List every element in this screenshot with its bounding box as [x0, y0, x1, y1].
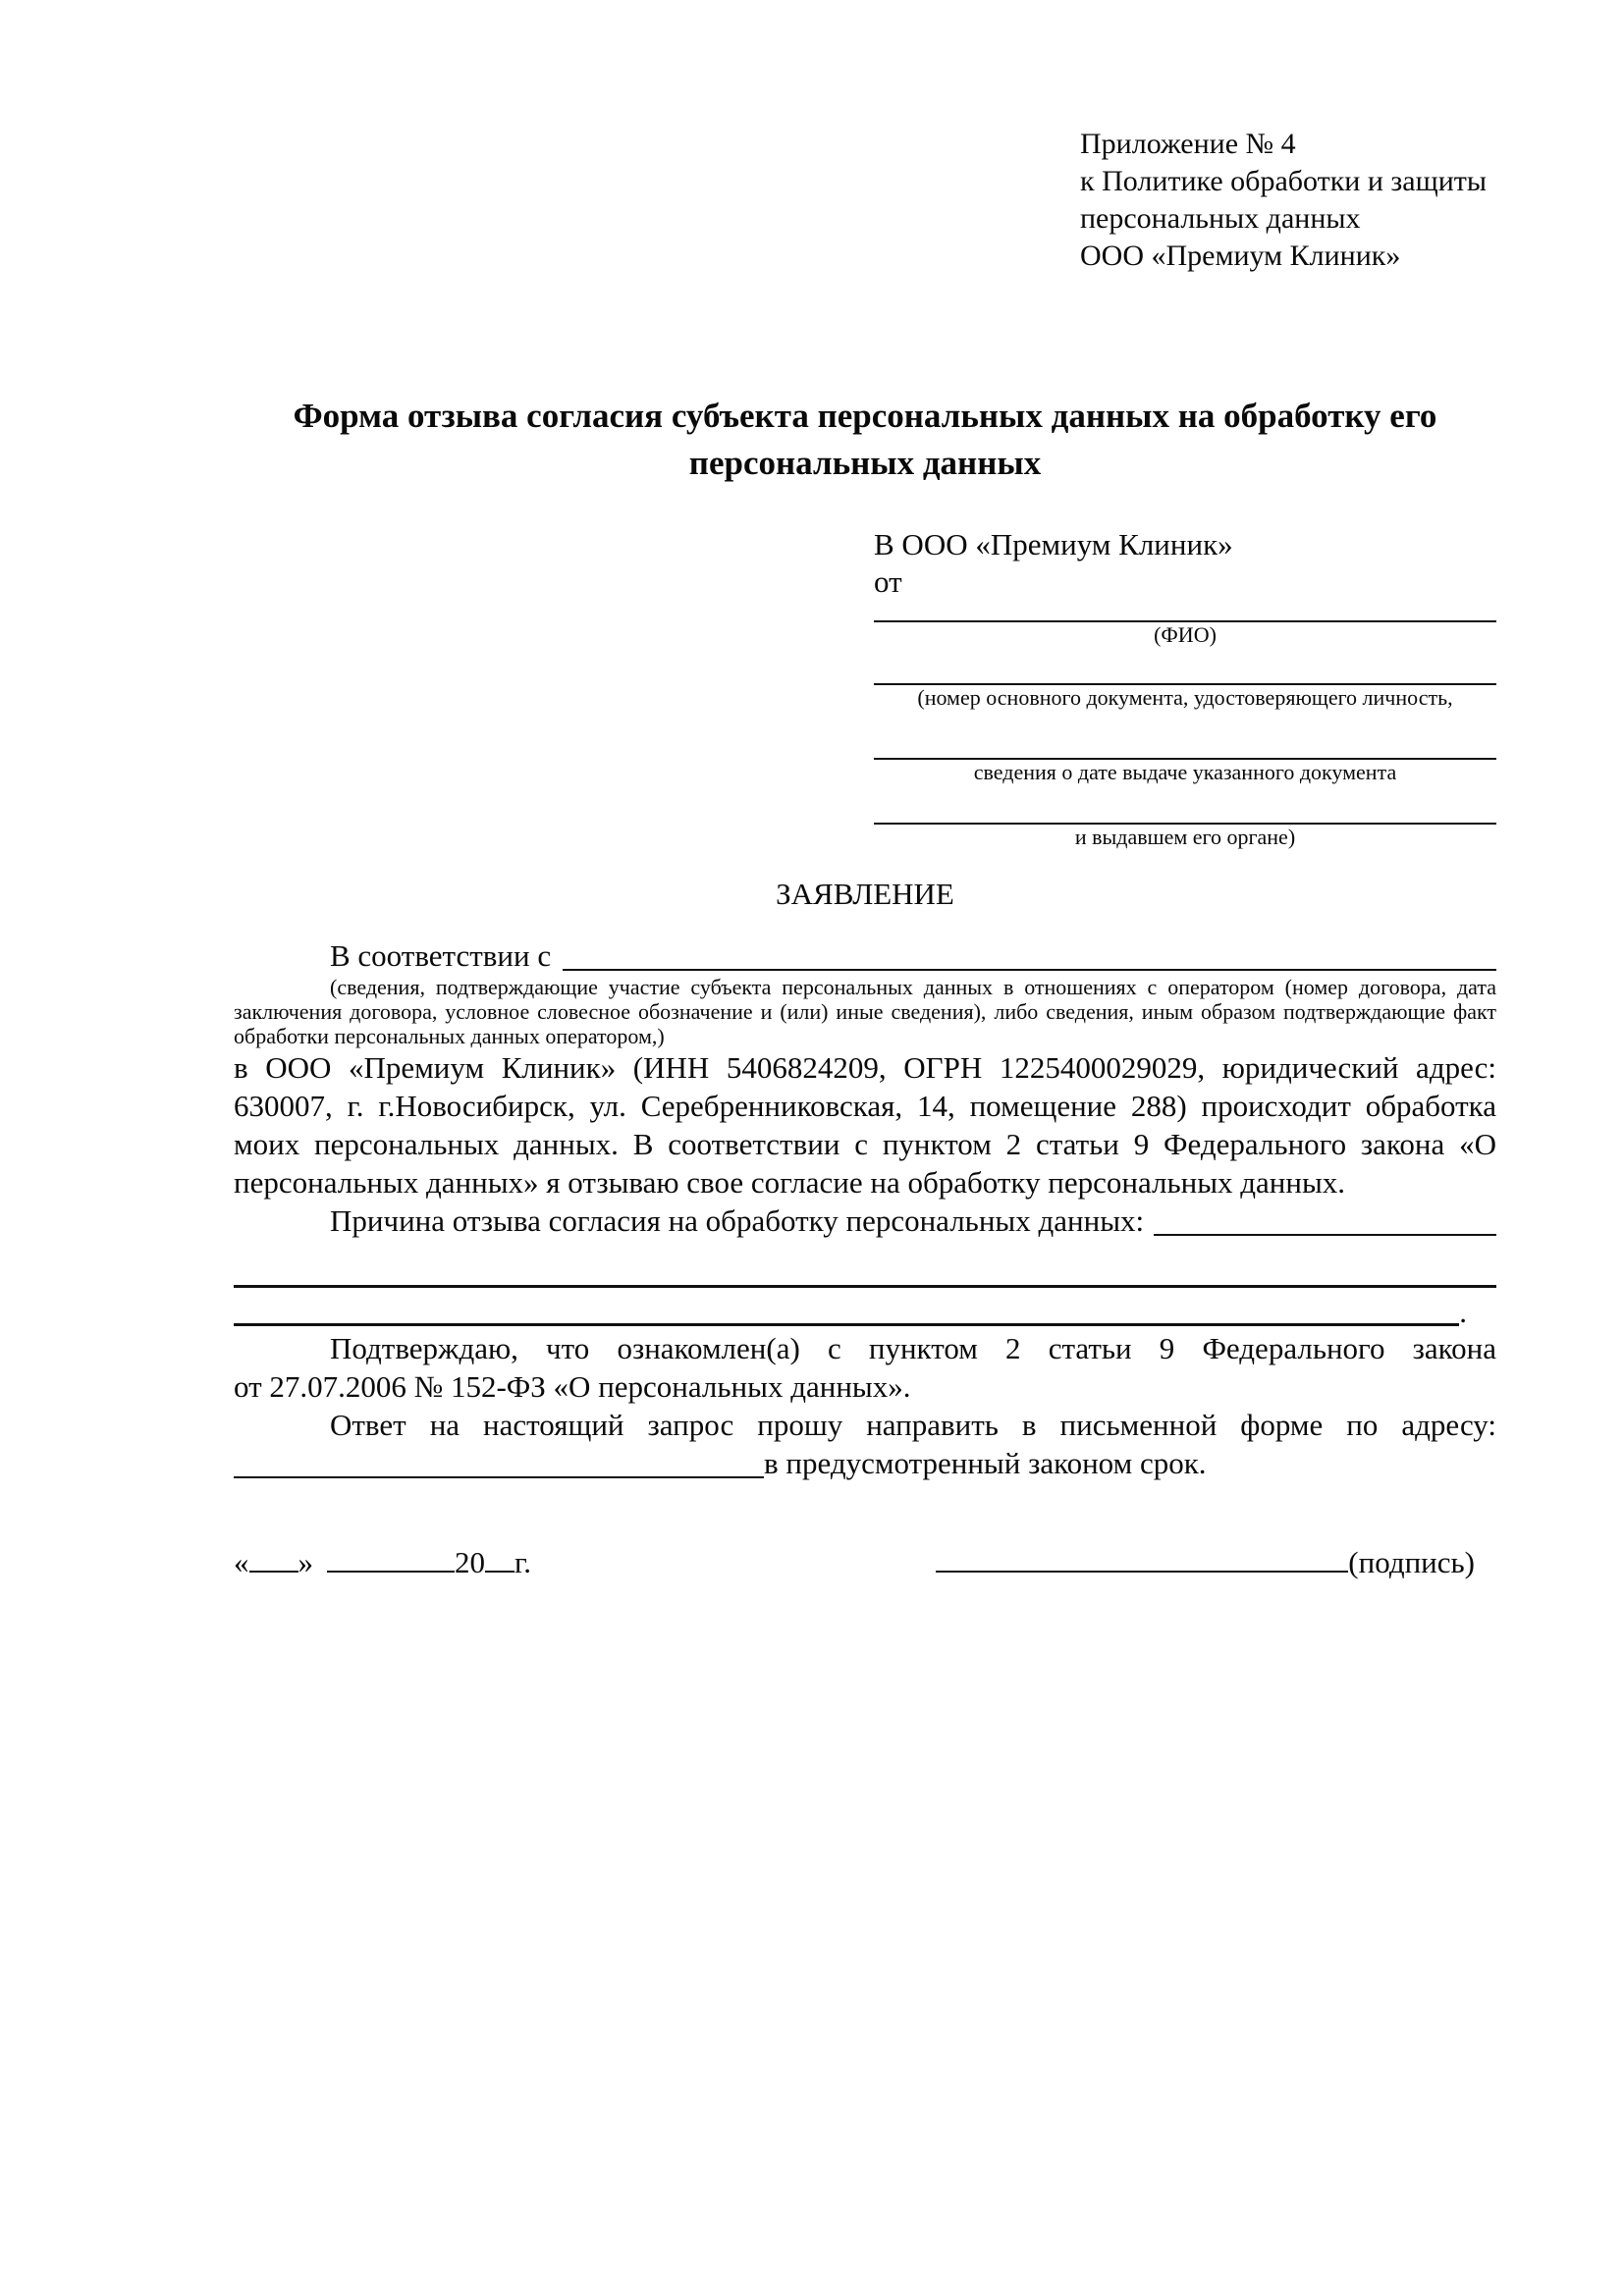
- appendix-note-line: персональных данных: [1080, 202, 1361, 235]
- reason-field-line-3[interactable]: [234, 1323, 1459, 1326]
- contract-details-field-line[interactable]: [563, 936, 1496, 971]
- appendix-note: [1080, 126, 1496, 275]
- paragraph-indent: [234, 1201, 330, 1240]
- reason-field-line-3-row: [234, 1288, 1496, 1329]
- document-issue-date-field-caption: сведения о дате выдаче указанного документа: [973, 760, 1397, 784]
- body-paragraph: в ООО «Премиум Клиник» (ИНН 5406824209, ОГРН 1225400029029, юридический адрес: 630007, г. г.Новосибирск, ул. Серебренниковская, 14, помещение 288) происходит обработка моих персональных данных. В соответствии с пунктом 2 статьи 9 Федерального закона «О персональных данных» я отзываю свое согласие на обработку персональных данных.: [234, 1050, 1496, 1200]
- date-year-suffix: г.: [514, 1545, 531, 1579]
- appendix-note-line: к Политике обработки и защиты: [1080, 165, 1488, 197]
- addressee-block: [874, 526, 1496, 850]
- reason-field-line[interactable]: [1154, 1201, 1496, 1236]
- date-part: [234, 1543, 531, 1581]
- confirm-line-1: Подтверждаю, что ознакомлен(а) с пунктом 2 статьи 9 Федерального закона: [330, 1331, 1496, 1365]
- reply-line-1: Ответ на настоящий запрос прошу направить в письменной форме по адресу:: [330, 1408, 1496, 1442]
- date-close-quote: »: [298, 1545, 313, 1579]
- document-number-field-caption: (номер основного документа, удостоверяющего личность,: [917, 685, 1453, 710]
- date-year-field-line[interactable]: [485, 1563, 514, 1573]
- reason-field-line-2[interactable]: [234, 1240, 1496, 1288]
- date-open-quote: «: [234, 1545, 249, 1579]
- appendix-note-line: Приложение № 4: [1080, 128, 1296, 160]
- date-day-field-line[interactable]: [249, 1563, 298, 1573]
- addressee-to: В ООО «Премиум Клиник»: [874, 527, 1233, 561]
- spacer: [551, 936, 563, 975]
- footnote-text: (сведения, подтверждающие участие субъекта персональных данных в отношениях с оператором (номер договора, дата заключения договора, условное словесное обозначение и (или) иные сведения), либо сведения, иным образом подтверждающие факт обработки персональных данных оператором,): [234, 975, 1496, 1048]
- intro-prefix: В соответствии с: [330, 938, 552, 973]
- spacer: [1144, 1201, 1154, 1240]
- appendix-note-line: ООО «Премиум Клиник»: [1080, 240, 1401, 272]
- statement-heading: ЗАЯВЛЕНИЕ: [776, 877, 954, 911]
- addressee-from-label: от: [874, 564, 902, 599]
- confirm-line-2: от 27.07.2006 № 152-ФЗ «О персональных данных».: [234, 1369, 911, 1404]
- fio-field-caption: (ФИО): [1154, 622, 1217, 647]
- signature-part: [936, 1543, 1475, 1581]
- document-issuer-field-line[interactable]: [874, 785, 1496, 825]
- reason-row: [234, 1201, 1496, 1240]
- fio-field-line[interactable]: [874, 601, 1496, 622]
- document-number-field-line[interactable]: [874, 648, 1496, 685]
- line-terminator: .: [1459, 1295, 1467, 1329]
- reply-line-2-suffix: в предусмотренный законом срок.: [764, 1446, 1207, 1480]
- document-issuer-field-caption: и выдавшем его органе): [1074, 825, 1296, 849]
- paragraph-indent: [234, 936, 330, 975]
- date-year-prefix: 20: [455, 1545, 485, 1579]
- date-month-field-line[interactable]: [327, 1563, 455, 1573]
- reply-address-field-line[interactable]: [234, 1444, 764, 1478]
- document-issue-date-field-line[interactable]: [874, 711, 1496, 760]
- date-signature-row: [234, 1543, 1496, 1581]
- intro-row: [234, 936, 1496, 975]
- reason-label: Причина отзыва согласия на обработку персональных данных:: [330, 1203, 1145, 1238]
- page-title: Форма отзыва согласия субъекта персональных данных на обработку его персональных данных: [293, 397, 1437, 482]
- signature-field-line[interactable]: [936, 1563, 1348, 1573]
- reply-line-2-row: [234, 1444, 1496, 1482]
- signature-caption: (подпись): [1348, 1545, 1475, 1579]
